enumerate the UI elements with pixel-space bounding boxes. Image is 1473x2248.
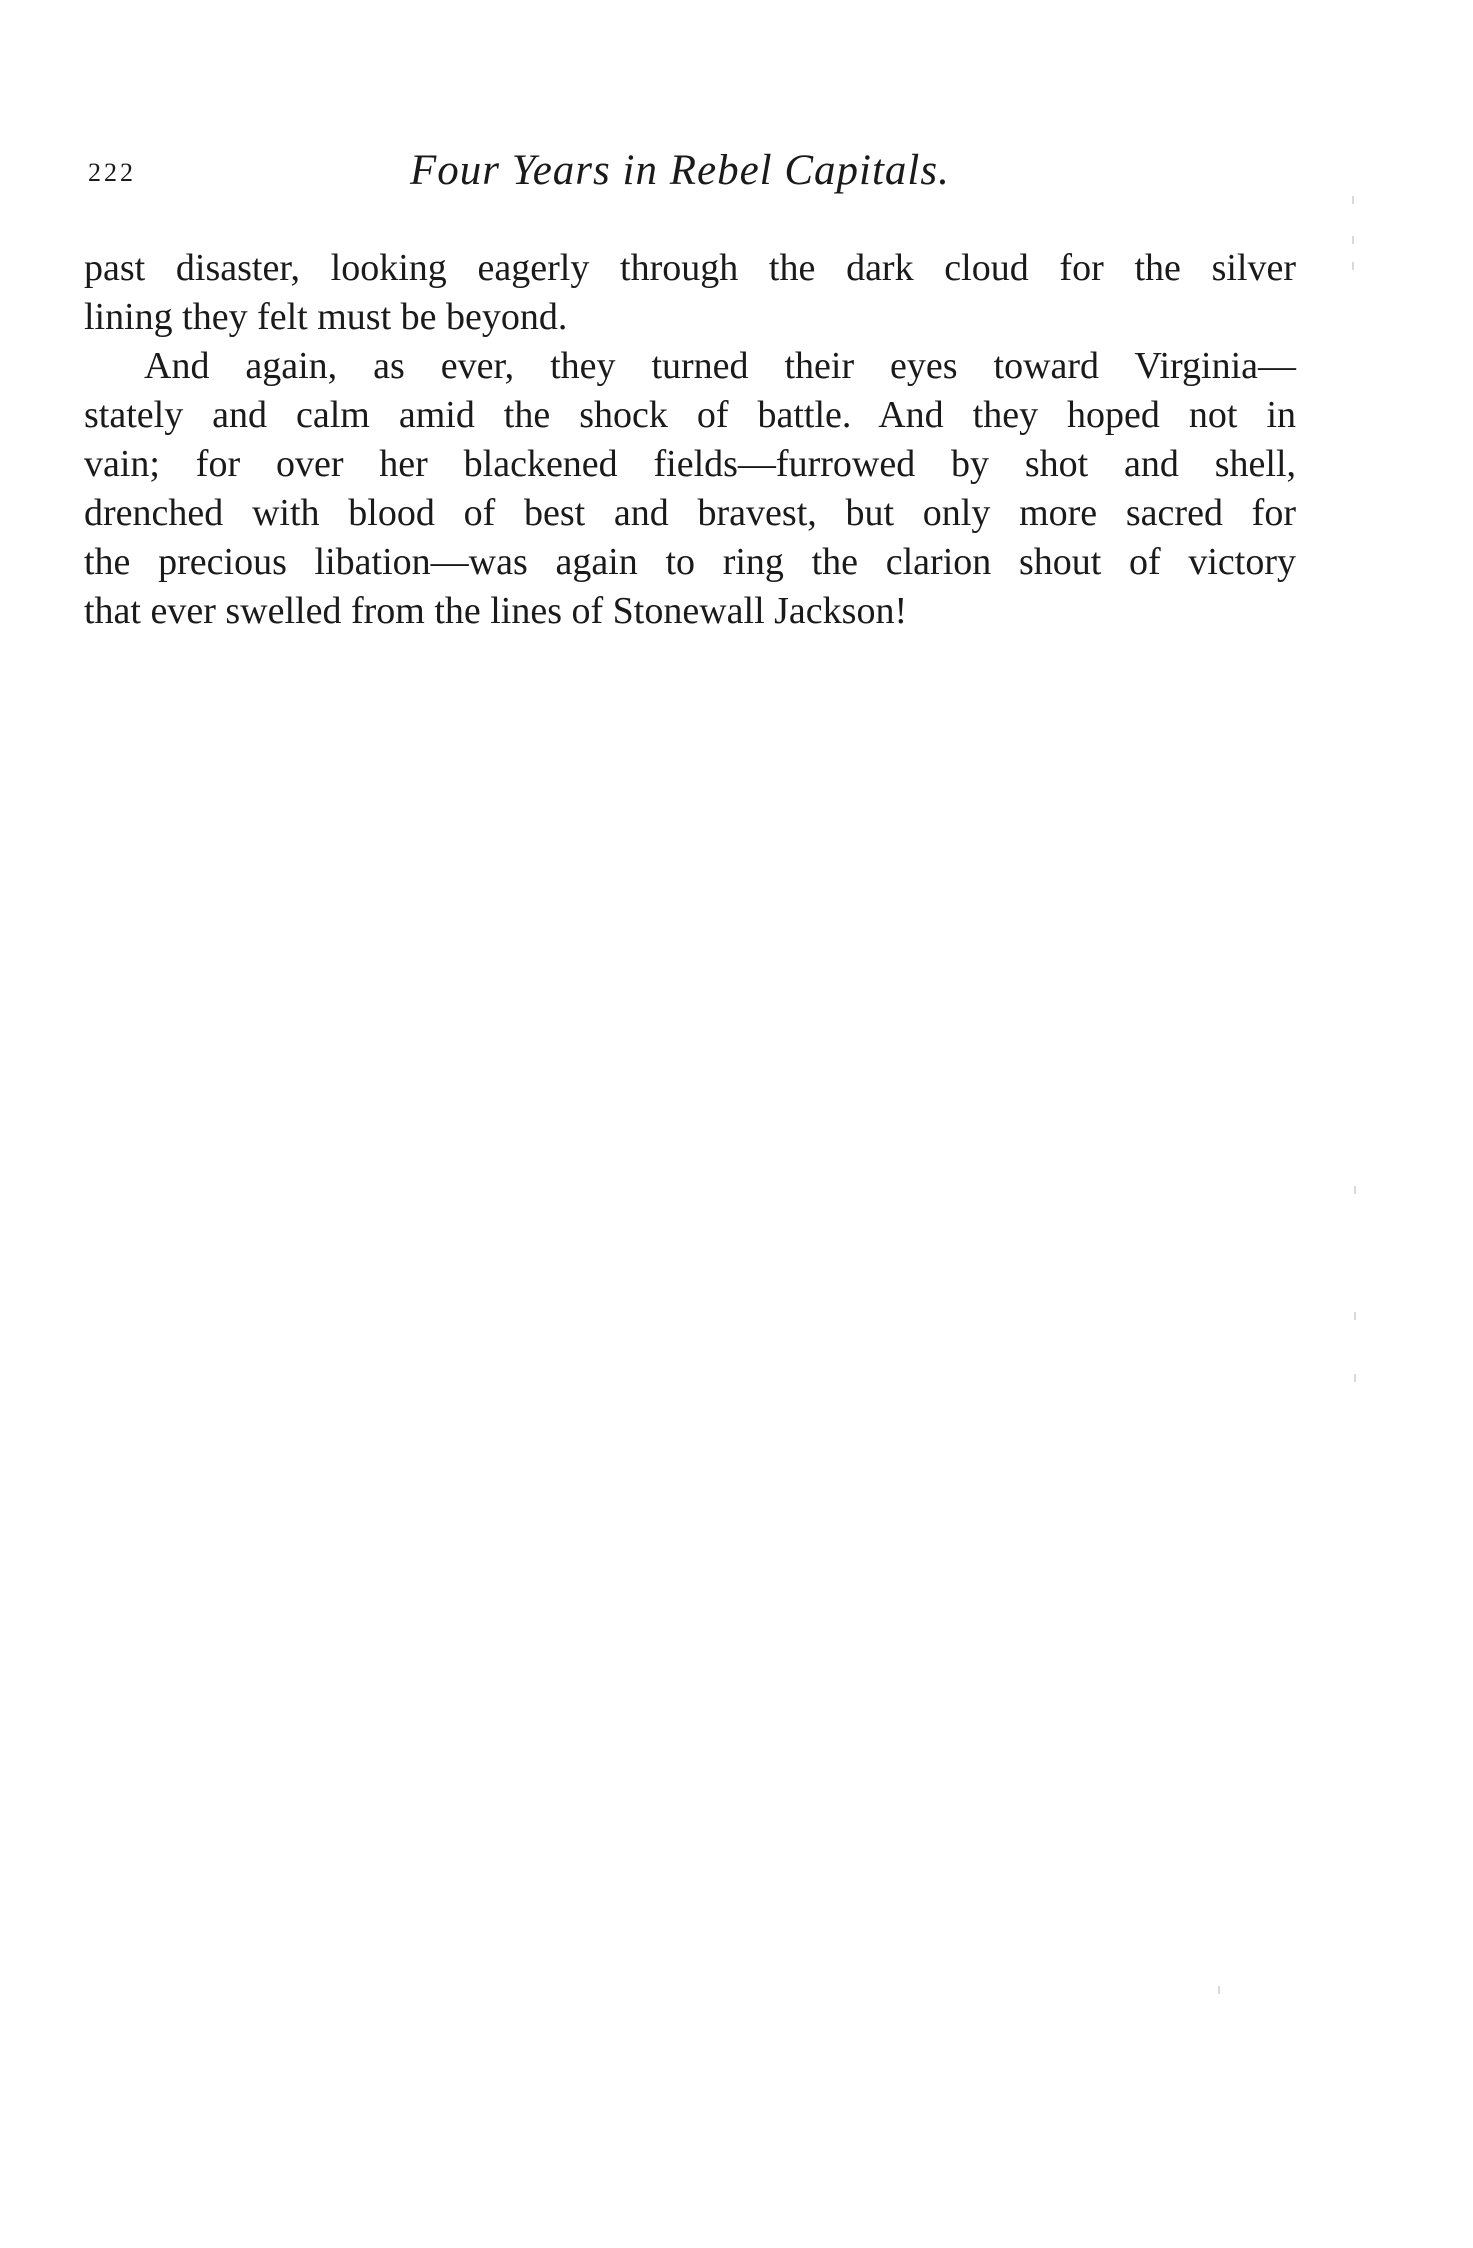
- page-number: 222: [88, 158, 136, 187]
- text-line: that ever swelled from the lines of Stonewall Jackson!: [84, 590, 908, 632]
- text-line: lining they felt must be beyond.: [84, 296, 568, 338]
- paragraph: [84, 342, 1296, 636]
- scan-speck: [1352, 262, 1354, 270]
- text-line: past disaster, looking eagerly through the dark cloud for the silver: [84, 247, 1296, 289]
- scan-speck: [1354, 1312, 1356, 1320]
- text-line: vain; for over her blackened fields—furrowed by shot and shell,: [84, 443, 1296, 485]
- text-line: drenched with blood of best and bravest, but only more sacred for: [84, 492, 1296, 534]
- paragraph: [84, 244, 1296, 342]
- scan-speck: [1352, 196, 1354, 204]
- scan-speck: [1218, 1986, 1220, 1994]
- scan-speck: [1354, 1186, 1356, 1194]
- text-line: And again, as ever, they turned their eyes toward Virginia—: [144, 345, 1296, 387]
- text-line: the precious libation—was again to ring the clarion shout of victory: [84, 541, 1296, 583]
- scan-speck: [1354, 1374, 1356, 1382]
- text-line: stately and calm amid the shock of battle. And they hoped not in: [84, 394, 1296, 436]
- running-head: [88, 146, 1298, 202]
- running-title: Four Years in Rebel Capitals.: [410, 147, 950, 194]
- body-text: [84, 244, 1296, 636]
- scan-speck: [1352, 236, 1354, 244]
